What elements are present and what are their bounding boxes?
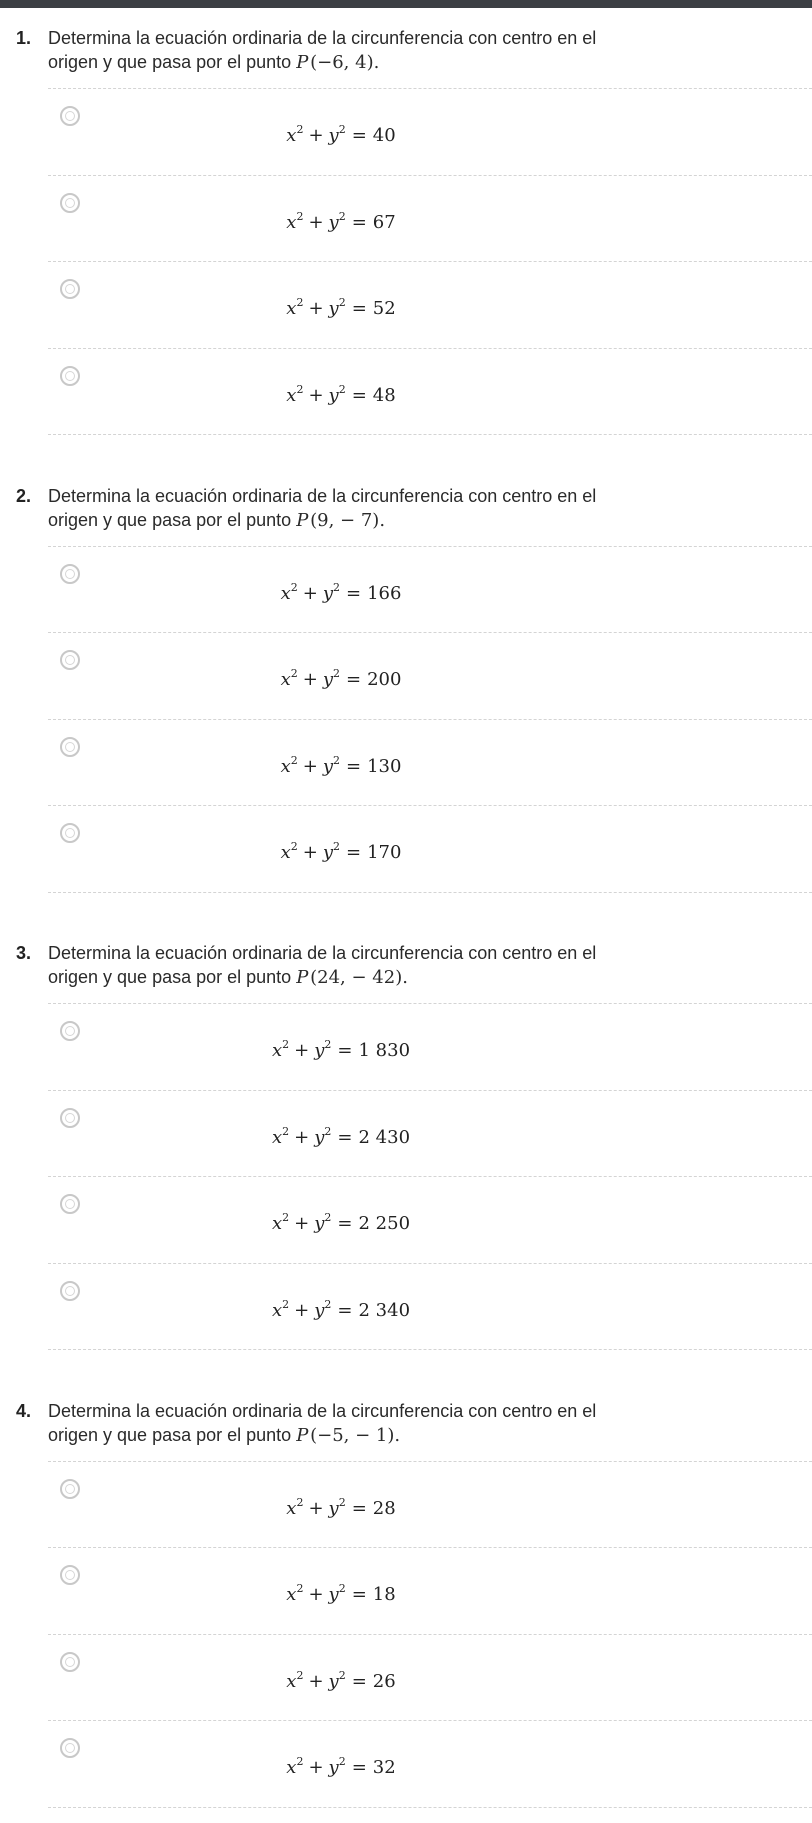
radio-unchecked-icon[interactable] [60,106,80,126]
option-value: 28 [372,1497,396,1519]
question-line-1: Determina la ecuación ordinaria de la circunferencia con centro en el [48,943,597,963]
option-value: 48 [372,384,396,406]
question-text [48,26,608,75]
option-equation: $x^2 + y^2 = 40$ [286,123,396,146]
point-label: P (−5, − 1). [296,1424,401,1446]
radio-unchecked-icon[interactable] [60,193,80,213]
quiz-container [0,8,812,1823]
question-line-2: origen y que pasa por el punto [48,509,292,530]
answer-option[interactable] [48,1004,812,1091]
option-equation: $x^2 + y^2 = 28$ [286,1495,396,1519]
radio-unchecked-icon[interactable] [60,737,80,757]
question-3 [0,923,812,1381]
answer-options [48,88,812,435]
answer-option[interactable] [48,1635,812,1722]
answer-option[interactable] [48,720,812,807]
answer-option[interactable] [48,89,812,176]
option-equation: $x^2 + y^2 = 18$ [286,1582,396,1605]
option-equation: $x^2 + y^2 = 52$ [286,296,396,319]
question-number: 1. [16,28,32,48]
radio-unchecked-icon[interactable] [60,279,80,299]
option-value: 170 [367,842,402,863]
radio-unchecked-icon[interactable] [60,1281,80,1301]
option-equation: $x^2 + y^2 = 48$ [286,382,396,406]
option-value: 166 [367,582,402,604]
option-value: 2 250 [358,1213,411,1234]
question-line-2: origen y que pasa por el punto [48,52,292,72]
radio-unchecked-icon[interactable] [60,1738,80,1758]
answer-option[interactable] [48,633,812,720]
point-label: P (9, − 7). [296,509,386,531]
option-value: 52 [372,298,396,319]
answer-option[interactable] [48,1091,812,1178]
option-equation: $x^2 + y^2 = 2$ 250 [271,1211,411,1234]
radio-unchecked-icon[interactable] [60,564,80,584]
answer-options [48,1461,812,1808]
answer-option[interactable] [48,1264,812,1351]
answer-option[interactable] [48,1462,812,1549]
option-value: 18 [372,1584,396,1605]
answer-option[interactable] [48,176,812,263]
radio-unchecked-icon[interactable] [60,366,80,386]
question-number: 4. [16,1400,32,1421]
radio-unchecked-icon[interactable] [60,1108,80,1128]
answer-option[interactable] [48,806,812,893]
answer-option[interactable] [48,1721,812,1808]
radio-unchecked-icon[interactable] [60,1194,80,1214]
option-value: 26 [372,1670,396,1692]
question-2 [0,466,812,924]
answer-option[interactable] [48,1548,812,1635]
point-label: P (−6, 4). [296,52,380,73]
answer-option[interactable] [48,262,812,349]
option-equation: $x^2 + y^2 = 32$ [286,1755,396,1778]
radio-unchecked-icon[interactable] [60,1479,80,1499]
top-bar [0,0,812,8]
answer-option[interactable] [48,349,812,436]
option-equation: $x^2 + y^2 = 130$ [280,753,402,777]
option-equation: $x^2 + y^2 = 2$ 340 [271,1297,411,1321]
question-text [48,484,608,533]
radio-unchecked-icon[interactable] [60,650,80,670]
option-value: 32 [372,1757,396,1778]
answer-options [48,546,812,893]
question-number: 3. [16,943,32,963]
option-value: 200 [367,669,402,690]
question-4 [0,1381,812,1823]
radio-unchecked-icon[interactable] [60,1021,80,1041]
question-1 [0,8,812,466]
option-value: 67 [372,211,396,233]
question-text [48,1399,608,1448]
option-equation: $x^2 + y^2 = 2$ 430 [271,1124,411,1148]
option-equation: $x^2 + y^2 = 200$ [280,667,402,690]
option-equation: $x^2 + y^2 = 166$ [280,580,402,604]
option-equation: $x^2 + y^2 = 1$ 830 [271,1038,411,1061]
option-value: 2 430 [358,1126,411,1148]
point-label: P (24, − 42). [296,967,408,988]
option-equation: $x^2 + y^2 = 170$ [280,840,402,863]
answer-option[interactable] [48,1177,812,1264]
question-number: 2. [16,485,32,506]
question-line-1: Determina la ecuación ordinaria de la circunferencia con centro en el [48,1400,597,1421]
question-line-1: Determina la ecuación ordinaria de la circunferencia con centro en el [48,485,597,506]
option-equation: $x^2 + y^2 = 67$ [286,209,396,233]
radio-unchecked-icon[interactable] [60,1565,80,1585]
option-value: 40 [372,125,396,146]
option-value: 1 830 [358,1040,411,1061]
option-value: 2 340 [358,1299,411,1321]
option-equation: $x^2 + y^2 = 26$ [286,1668,396,1692]
answer-options [48,1003,812,1350]
radio-unchecked-icon[interactable] [60,1652,80,1672]
question-line-1: Determina la ecuación ordinaria de la circunferencia con centro en el [48,28,597,48]
option-value: 130 [367,755,402,777]
question-line-2: origen y que pasa por el punto [48,1424,292,1445]
question-line-2: origen y que pasa por el punto [48,967,292,987]
question-text [48,941,608,990]
radio-unchecked-icon[interactable] [60,823,80,843]
answer-option[interactable] [48,547,812,634]
